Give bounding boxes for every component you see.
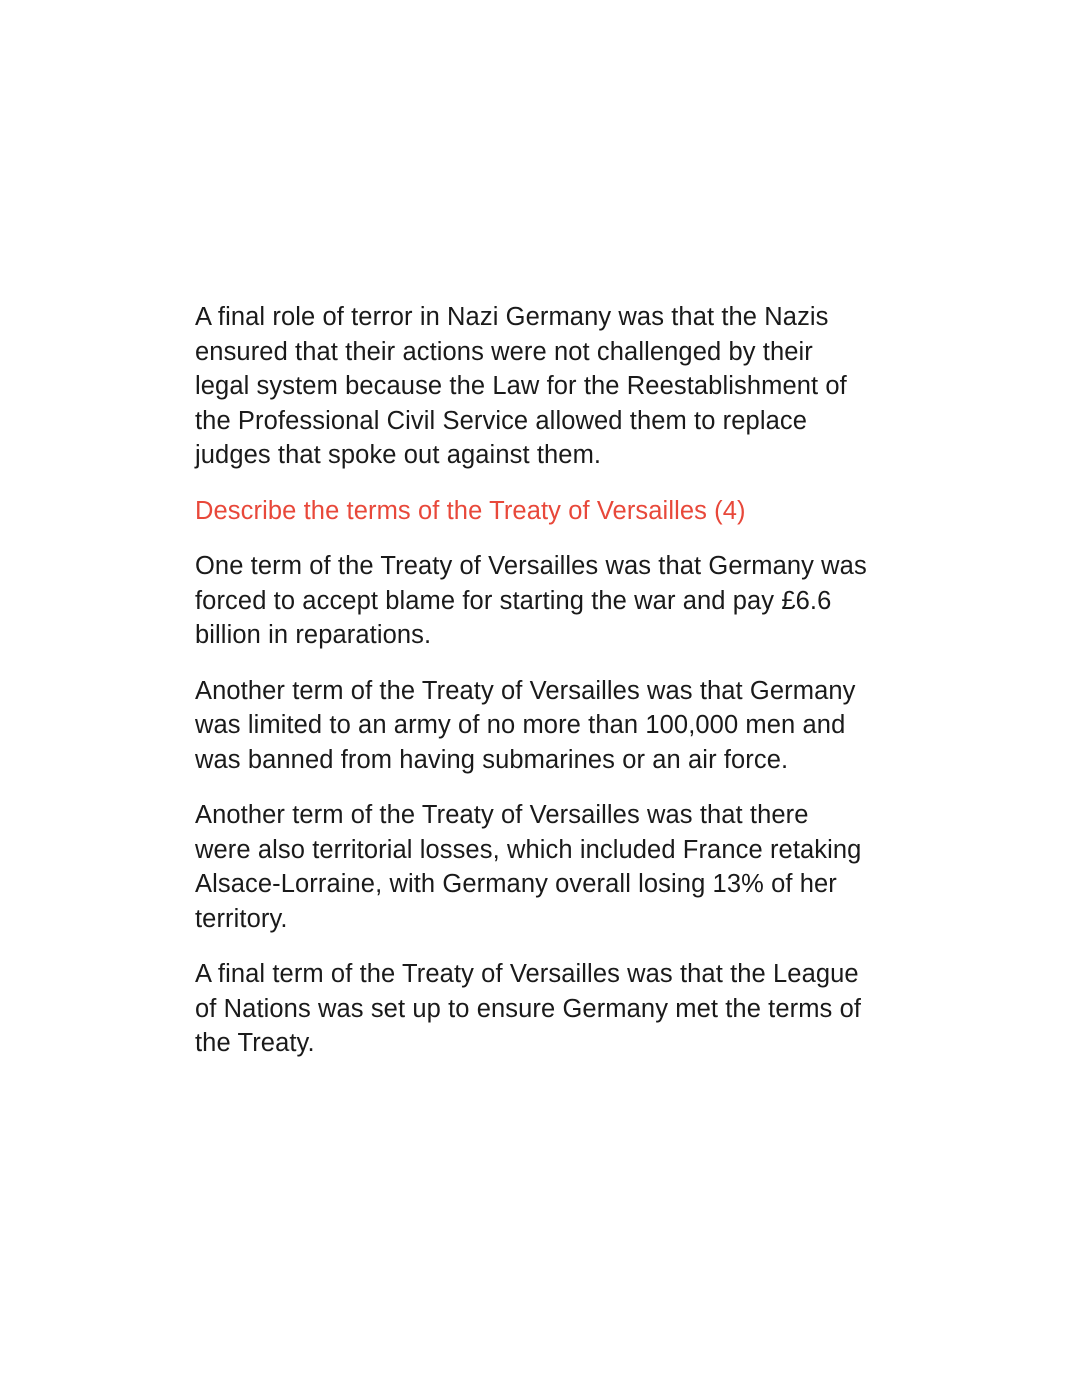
- paragraph-term-league-of-nations: A final term of the Treaty of Versailles was that the League of Nations was set up to ensure Germany met the terms of the Treaty.: [195, 960, 862, 1057]
- paragraph-terror-legal-system: A final role of terror in Nazi Germany was that the Nazis ensured that their actions were not challenged by their legal system because the Law for the Reestablishment of the Professional Civil Service allowed them to replace judges that spoke out against them.: [195, 303, 847, 469]
- section-heading-treaty-question: Describe the terms of the Treaty of Versailles (4): [195, 496, 746, 525]
- paragraph-term-reparations: One term of the Treaty of Versailles was that Germany was forced to accept blame for starting the war and pay £6.6 billion in reparations.: [195, 552, 867, 649]
- paragraph-term-territorial-losses: Another term of the Treaty of Versailles was that there were also territorial losses, which included France retaking Alsace-Lorraine, with Germany overall losing 13% of her territory.: [195, 801, 862, 933]
- paragraph-term-military-limits: Another term of the Treaty of Versailles was that Germany was limited to an army of no more than 100,000 men and was banned from having submarines or an air force.: [195, 676, 856, 774]
- document-body: [195, 300, 871, 1061]
